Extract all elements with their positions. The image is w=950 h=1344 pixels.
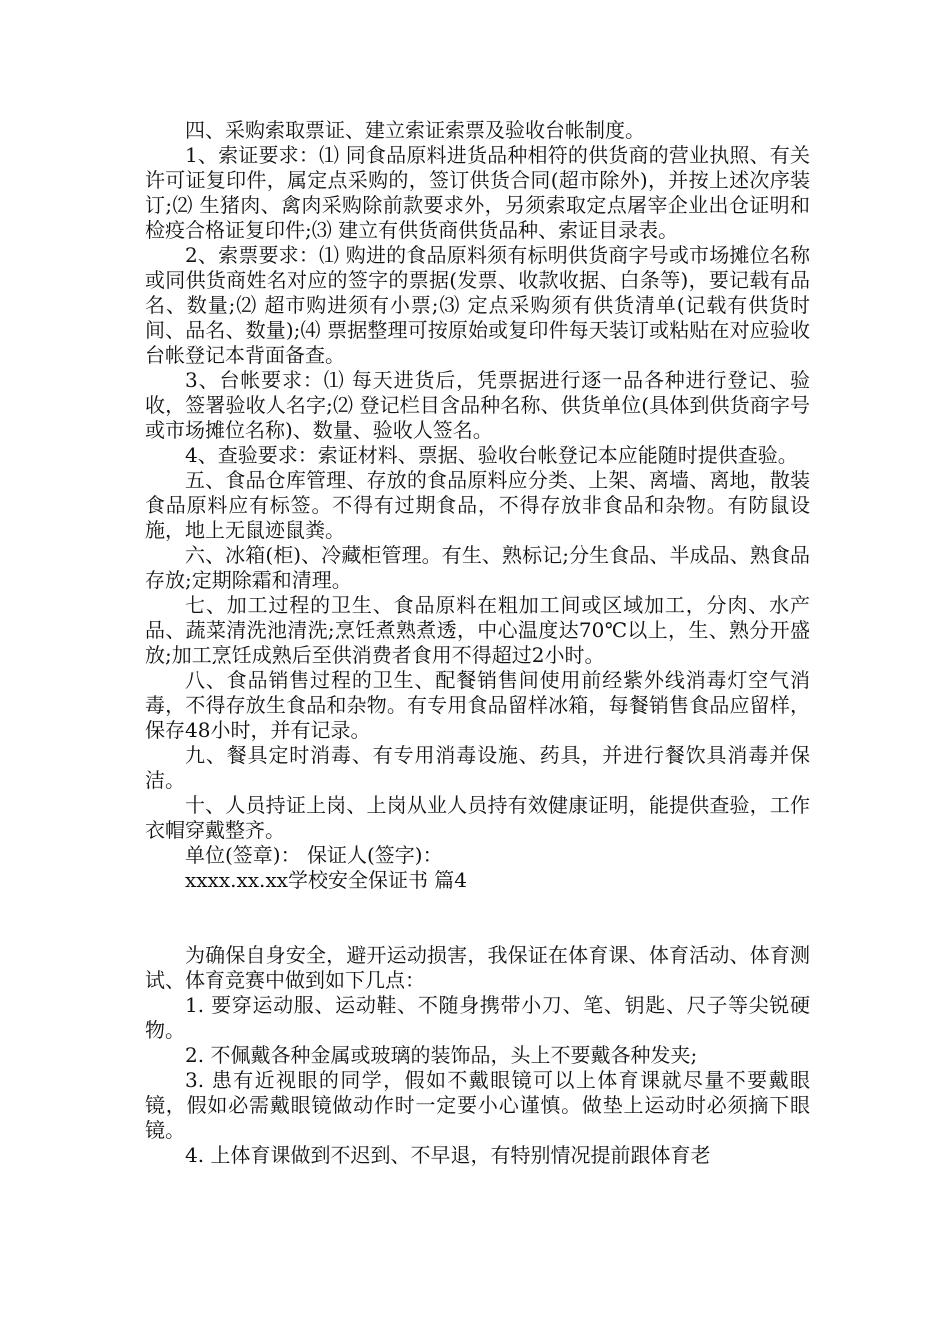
signature-line: 单位(签章)： 保证人(签字)： (185, 843, 443, 867)
paragraph-pe-rule-3: 3. 患有近视眼的同学，假如不戴眼镜可以上体育课就尽量不要戴眼镜，假如必需戴眼镜做动作时一定要小心谨慎。做垫上运动时必须摘下眼镜。 (145, 1068, 810, 1142)
paragraph-staff-certification: 十、人员持证上岗、上岗从业人员持有效健康证明，能提供查验，工作衣帽穿戴整齐。 (145, 793, 810, 842)
paragraph-ledger-requirements: 3、台帐要求：⑴ 每天进货后，凭票据进行逐一品各种进行登记、验收，签署验收人名字;⑵ 登记栏目含品种名称、供货单位(具体到供货商字号或市场摊位名称)、数量、验收人签名。 (145, 368, 810, 442)
paragraph-pe-rule-1: 1. 要穿运动服、运动鞋、不随身携带小刀、笔、钥匙、尺子等尖锐硬物。 (145, 993, 810, 1042)
paragraph-processing-hygiene: 七、加工过程的卫生、食品原料在粗加工间或区域加工，分肉、水产品、蔬菜清洗池清洗;烹饪煮熟煮透，中心温度达70℃以上，生、熟分开盛放;加工烹饪成熟后至供消费者食用不得超过2小时。 (145, 593, 810, 667)
document-body (145, 118, 810, 1168)
paragraph-inspection-requirements: 4、查验要求：索证材料、票据、验收台帐登记本应能随时提供查验。 (185, 443, 798, 467)
section-gap (145, 893, 810, 943)
paragraph-sales-hygiene: 八、食品销售过程的卫生、配餐销售间使用前经紫外线消毒灯空气消毒，不得存放生食品和杂物。有专用食品留样冰箱，每餐销售食品应留样，保存48小时，并有记录。 (145, 668, 810, 742)
paragraph-certificate-requirements: 1、索证要求：⑴ 同食品原料进货品种相符的供货商的营业执照、有关许可证复印件，属定点采购的，签订供货合同(超市除外)，并按上述次序装订;⑵ 生猪肉、禽肉采购除前款要求外，另须索取定点屠宰企业出仓证明和检疫合格证复印件;⑶ 建立有供货商供货品种、索证目录表。 (145, 143, 810, 242)
section-heading: xxxx.xx.xx学校安全保证书 篇4 (185, 868, 468, 892)
paragraph-pe-safety-intro: 为确保自身安全，避开运动损害，我保证在体育课、体育活动、体育测试、体育竞赛中做到如下几点： (145, 943, 810, 992)
paragraph-warehouse-management: 五、食品仓库管理、存放的食品原料应分类、上架、离墙、离地，散装食品原料应有标签。不得有过期食品，不得存放非食品和杂物。有防鼠设施，地上无鼠迹鼠粪。 (145, 468, 810, 542)
paragraph-pe-rule-2: 2. 不佩戴各种金属或玻璃的装饰品，头上不要戴各种发夹; (185, 1043, 698, 1067)
paragraph-refrigerator-management: 六、冰箱(柜)、冷藏柜管理。有生、熟标记;分生食品、半成品、熟食品存放;定期除霜和清理。 (145, 543, 810, 592)
paragraph-pe-rule-4: 4. 上体育课做到不迟到、不早退，有特别情况提前跟体育老 (185, 1143, 711, 1167)
paragraph-procurement: 四、采购索取票证、建立索证索票及验收台帐制度。 (185, 118, 645, 142)
paragraph-invoice-requirements: 2、索票要求：⑴ 购进的食品原料须有标明供货商字号或市场摊位名称或同供货商姓名对应的签字的票据(发票、收款收据、白条等)，要记载有品名、数量;⑵ 超市购进须有小票;⑶ 定点采购须有供货清单(记载有供货时间、品名、数量);⑷ 票据整理可按原始或复印件每天装订或粘贴在对应验收台帐登记本背面备查。 (145, 243, 810, 367)
paragraph-tableware-disinfection: 九、餐具定时消毒、有专用消毒设施、药具，并进行餐饮具消毒并保洁。 (145, 743, 810, 792)
